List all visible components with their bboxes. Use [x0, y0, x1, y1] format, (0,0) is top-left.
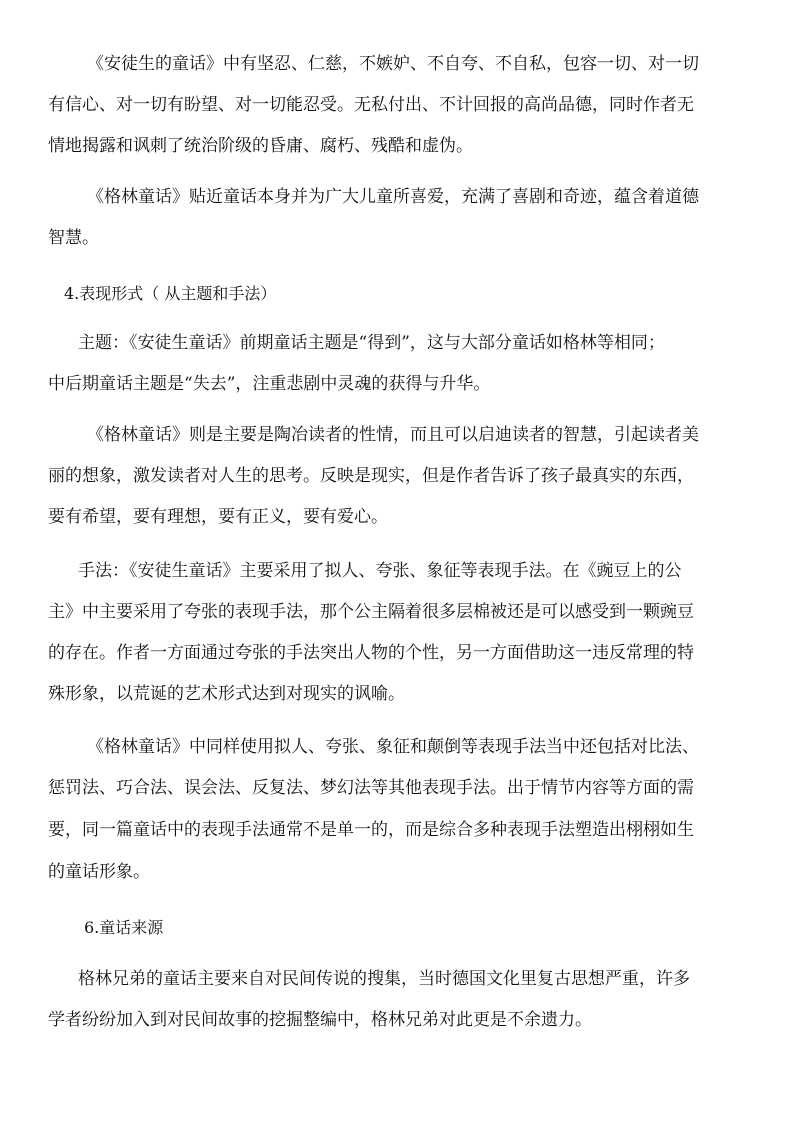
- paragraph-3-line-1: 主题：《安徒生童话》前期童话主题是“得到”，这与大部分童话如格林等相同；: [78, 333, 665, 353]
- paragraph-5-line-4: 殊形象，以荒诞的艺术形式达到对现实的讽喻。: [48, 684, 405, 704]
- paragraph-2-line-1: 《格林童话》贴近童话本身并为广大儿童所喜爱，充满了喜剧和奇迹，蕴含着道德: [87, 187, 699, 207]
- paragraph-3-line-2: 中后期童话主题是“失去”，注重悲剧中灵魂的获得与升华。: [48, 374, 491, 394]
- paragraph-6-line-1: 《格林童话》中同样使用拟人、夸张、象征和颠倒等表现手法当中还包括对比法、: [87, 737, 699, 757]
- paragraph-5-line-1: 手法：《安徒生童话》主要采用了拟人、夸张、象征等表现手法。在《豌豆上的公: [78, 561, 682, 581]
- paragraph-6-line-4: 的童话形象。: [48, 862, 150, 882]
- paragraph-4-line-3: 要有希望，要有理想，要有正义，要有爱心。: [48, 507, 388, 527]
- paragraph-2-line-2: 智慧。: [48, 228, 99, 248]
- paragraph-1-line-2: 有信心、对一切有盼望、对一切能忍受。无私付出、不计回报的高尚品德，同时作者无: [48, 95, 694, 115]
- paragraph-7-line-1: 格林兄弟的童话主要来自对民间传说的搜集，当时德国文化里复古思想严重，许多: [78, 969, 690, 989]
- paragraph-7-line-2: 学者纷纷加入到对民间故事的挖掘整编中，格林兄弟对此更是不余遗力。: [48, 1010, 592, 1030]
- section-heading-6: 6.童话来源: [84, 918, 164, 937]
- paragraph-4-line-2: 丽的想象，激发读者对人生的思考。反映是现实，但是作者告诉了孩子最真实的东西，: [48, 466, 694, 486]
- paragraph-1-line-3: 情地揭露和讽刺了统治阶级的昏庸、腐朽、残酷和虚伪。: [48, 136, 473, 156]
- section-heading-4: 4.表现形式（ 从主题和手法）: [64, 284, 277, 303]
- paragraph-4-line-1: 《格林童话》则是主要是陶冶读者的性情，而且可以启迪读者的智慧，引起读者美: [87, 425, 699, 445]
- paragraph-5-line-3: 的存在。作者一方面通过夸张的手法突出人物的个性，另一方面借助这一违反常理的特: [48, 643, 694, 663]
- paragraph-1-line-1: 《安徒生的童话》中有坚忍、仁慈，不嫉妒、不自夸、不自私，包容一切、对一切: [87, 54, 699, 74]
- paragraph-5-line-2: 主》中主要采用了夸张的表现手法，那个公主隔着很多层棉被还是可以感受到一颗豌豆: [48, 602, 694, 622]
- paragraph-6-line-3: 要，同一篇童话中的表现手法通常不是单一的，而是综合多种表现手法塑造出栩栩如生: [48, 820, 694, 840]
- paragraph-6-line-2: 惩罚法、巧合法、误会法、反复法、梦幻法等其他表现手法。出于情节内容等方面的需: [48, 778, 694, 798]
